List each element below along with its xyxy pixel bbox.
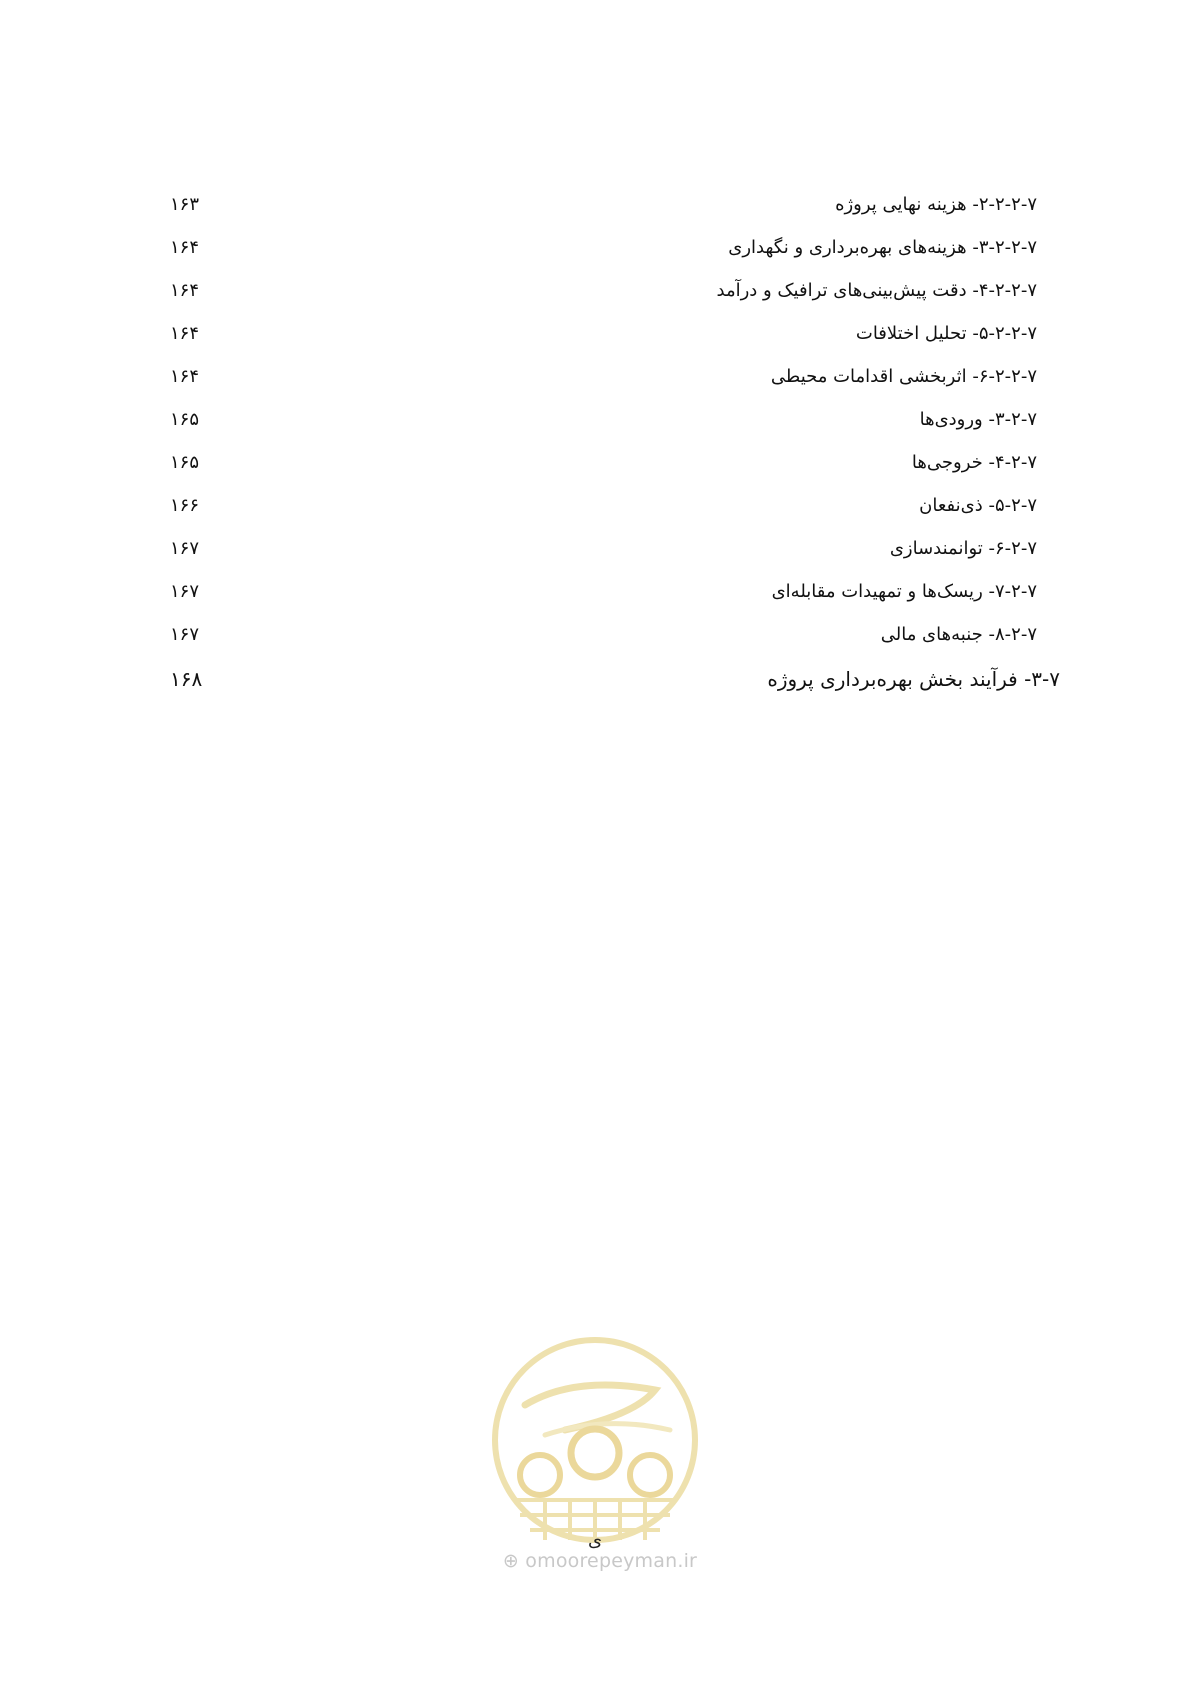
toc-row[interactable] [170,613,1060,656]
toc-page-number: ۱۶۴ [170,366,200,387]
toc-row[interactable] [170,527,1060,570]
toc-title: ۴-۲-۷- خروجی‌ها [911,452,1037,473]
toc-page-number: ۱۶۳ [170,194,200,215]
toc-title: ۳-۲-۲-۷- هزینه‌های بهره‌برداری و نگهداری [728,237,1037,258]
toc-row[interactable] [170,355,1060,398]
toc-row[interactable] [170,226,1060,269]
toc-page-number: ۱۶۸ [170,667,203,691]
toc-title: ۵-۲-۷- ذی‌نفعان [919,495,1037,516]
toc-page-number: ۱۶۵ [170,452,200,473]
toc-row[interactable] [170,312,1060,355]
globe-icon: ⊕ [502,1550,520,1572]
toc-page-number: ۱۶۵ [170,409,200,430]
toc-title: ۳-۷- فرآیند بخش بهره‌برداری پروژه [767,667,1060,691]
toc-row[interactable] [170,269,1060,312]
toc-page-number: ۱۶۴ [170,323,200,344]
toc-row-chapter-section[interactable] [170,656,1060,702]
watermark-url [500,1550,700,1572]
page-number-letter: ی [587,1530,603,1551]
table-of-contents [170,183,1060,702]
toc-row[interactable] [170,441,1060,484]
watermark-url-text: omoorepeyman.ir [525,1550,698,1572]
toc-title: ۴-۲-۲-۷- دقت پیش‌بینی‌های ترافیک و درآمد [716,280,1037,301]
toc-page-number: ۱۶۷ [170,581,200,602]
toc-page-number: ۱۶۶ [170,495,200,516]
toc-page-number: ۱۶۷ [170,538,200,559]
toc-row[interactable] [170,570,1060,613]
toc-page-number: ۱۶۷ [170,624,200,645]
toc-title: ۶-۲-۷- توانمندسازی [889,538,1037,559]
toc-row[interactable] [170,183,1060,226]
toc-title: ۵-۲-۲-۷- تحلیل اختلافات [855,323,1037,344]
toc-title: ۸-۲-۷- جنبه‌های مالی [880,624,1037,645]
toc-title: ۳-۲-۷- ورودی‌ها [919,409,1037,430]
toc-page-number: ۱۶۴ [170,280,200,301]
toc-title: ۶-۲-۲-۷- اثربخشی اقدامات محیطی [770,366,1037,387]
toc-page-number: ۱۶۴ [170,237,200,258]
toc-title: ۲-۲-۲-۷- هزینه نهایی پروژه [835,194,1037,215]
toc-row[interactable] [170,398,1060,441]
toc-title: ۷-۲-۷- ریسک‌ها و تمهیدات مقابله‌ای [771,581,1037,602]
toc-row[interactable] [170,484,1060,527]
